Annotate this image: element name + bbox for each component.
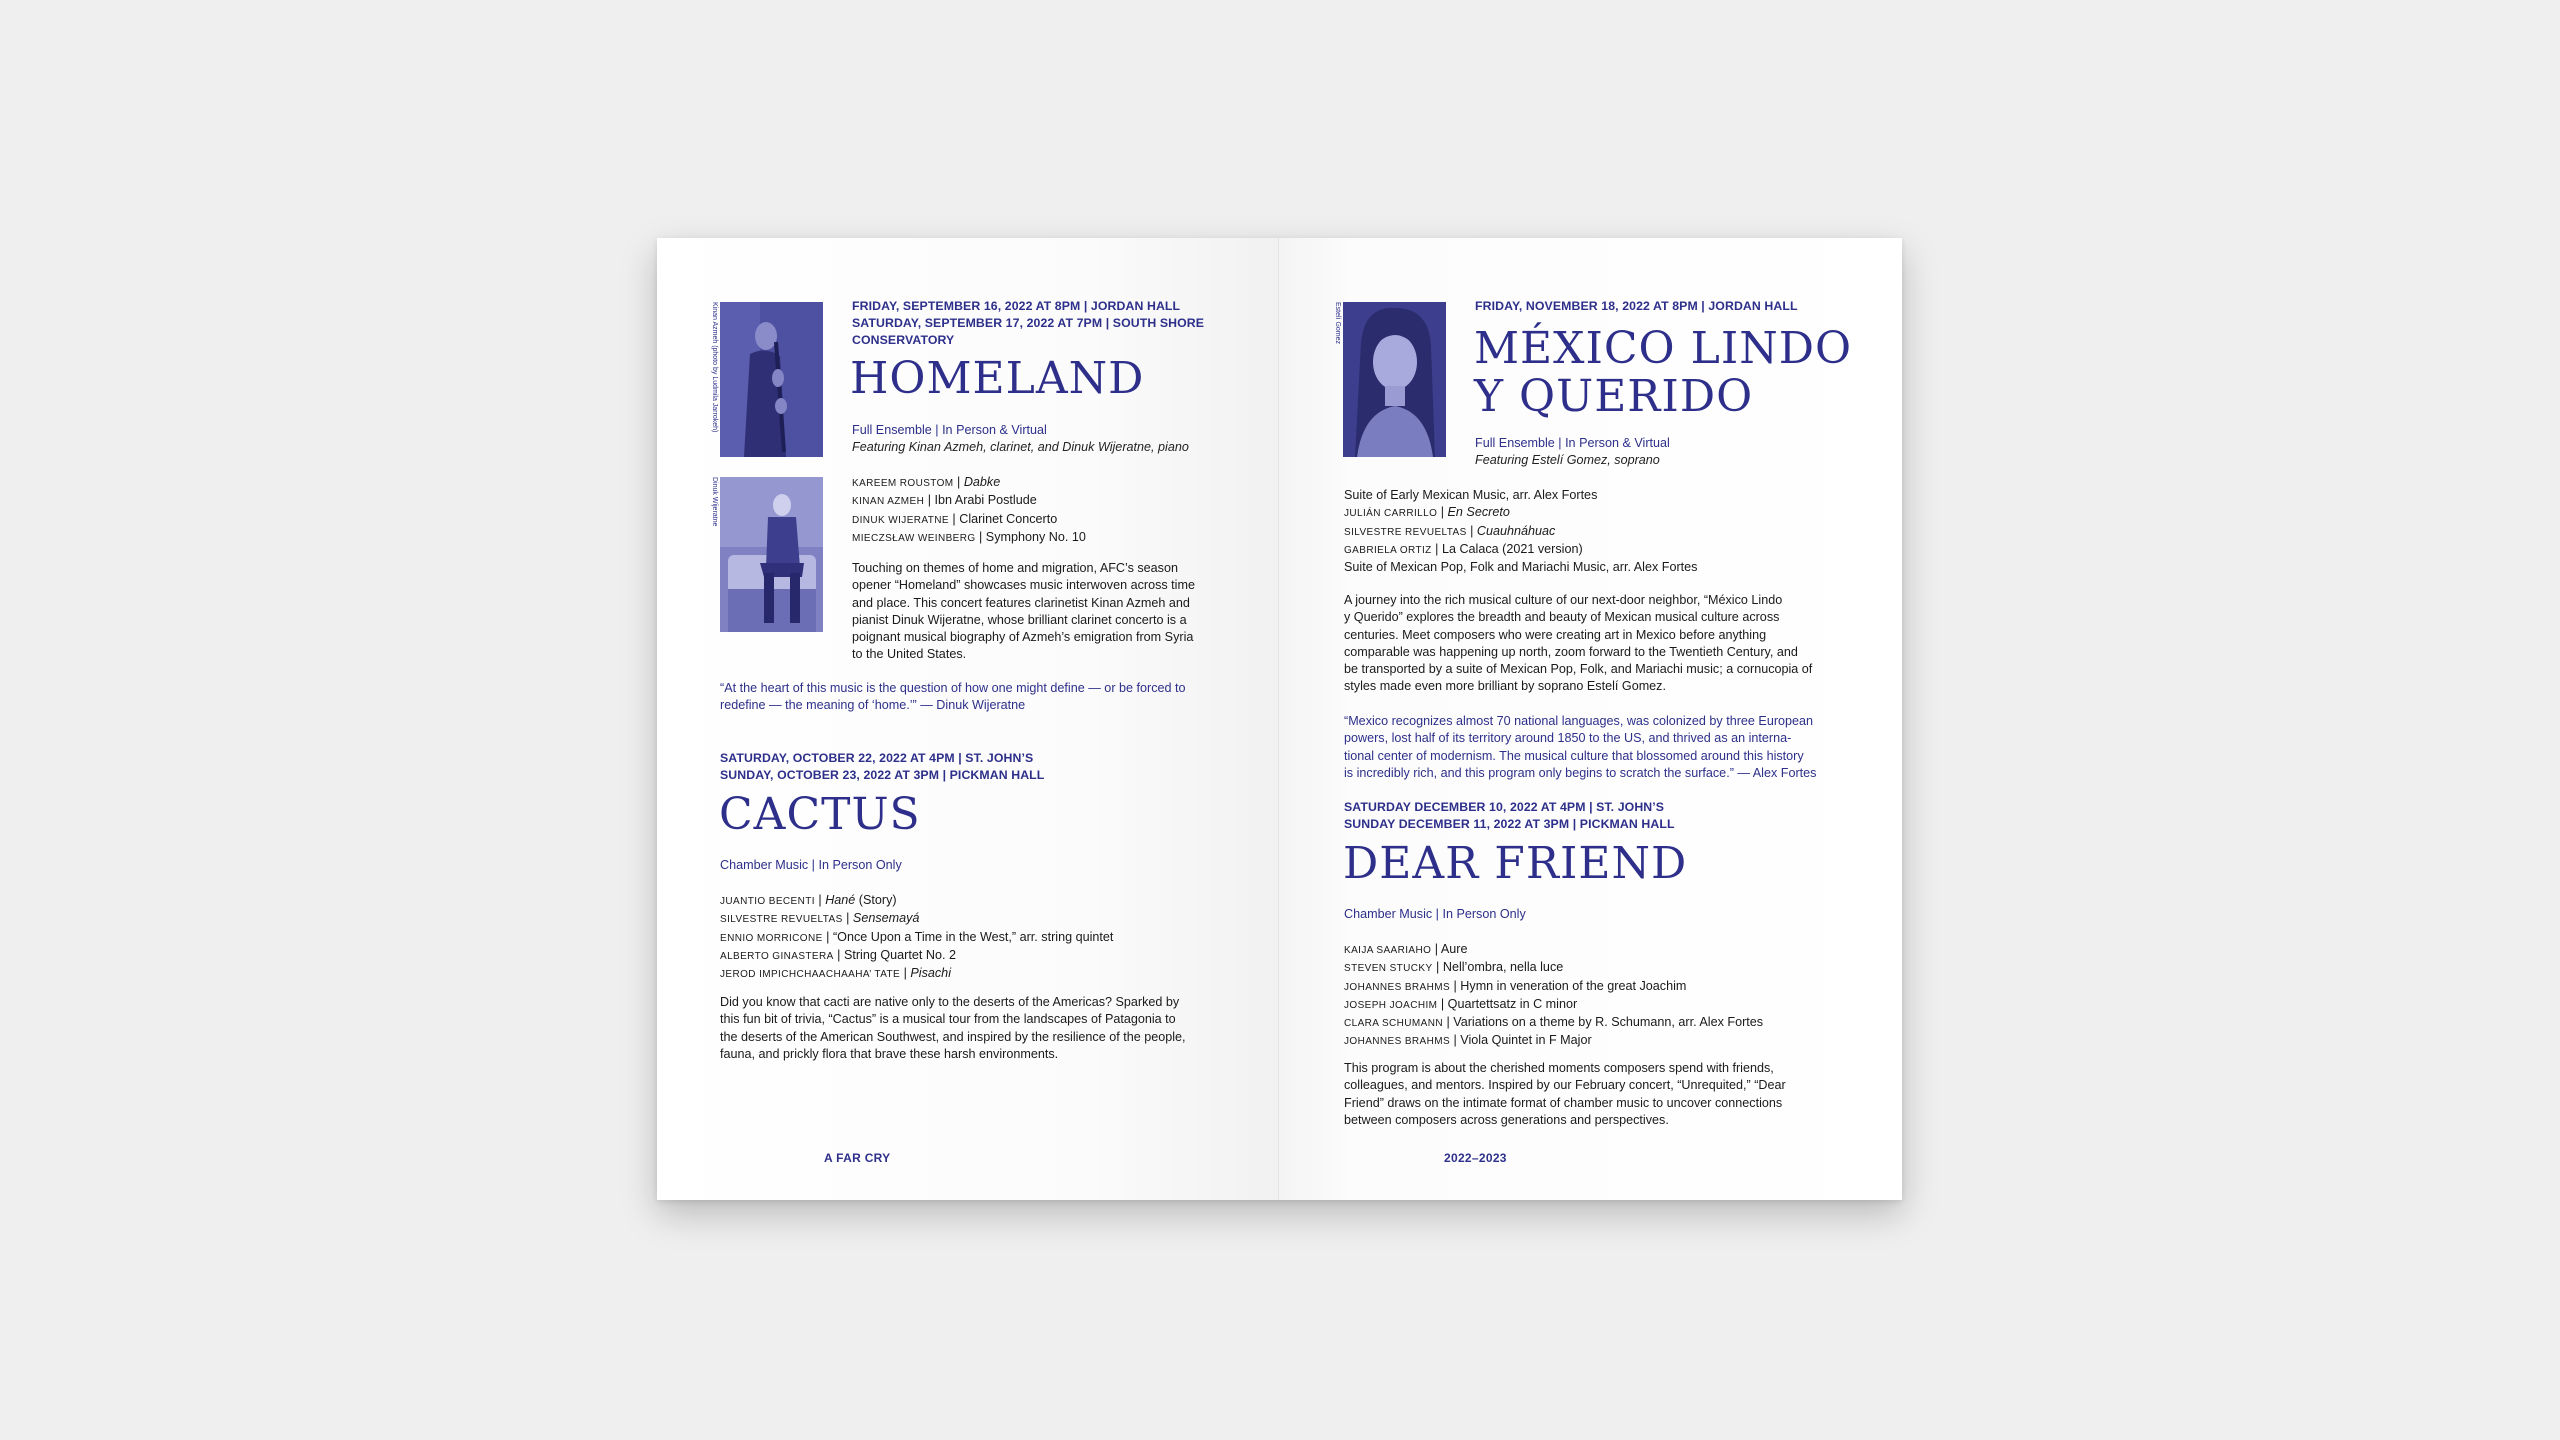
- text-line: This program is about the cherished moments composers spend with friends,: [1344, 1061, 1774, 1075]
- quote-line: powers, lost half of its territory around 1850 to the US, and thrived as an interna-: [1344, 731, 1792, 746]
- program-item: GABRIELA ORTIZ | La Calaca (2021 version): [1344, 541, 1583, 556]
- work-title: Symphony No. 10: [985, 529, 1086, 544]
- program-item: [1344, 559, 1697, 576]
- quote-line: “At the heart of this music is the question of how one might define — or be forced to: [720, 681, 1186, 695]
- mexico-description: [1344, 592, 1812, 696]
- photo-credit-dinuk: Dinuk Wijeratne: [711, 477, 718, 527]
- composer-name: KAREEM ROUSTOM: [852, 478, 954, 489]
- program-item: ENNIO MORRICONE | “Once Upon a Time in the West,” arr. string quintet: [720, 929, 1114, 944]
- mexico-ensemble: Full Ensemble | In Person & Virtual: [1475, 436, 1670, 450]
- composer-name: SILVESTRE REVUELTAS: [720, 914, 843, 926]
- text-line: pianist Dinuk Wijeratne, whose brilliant clarinet concerto is a: [852, 612, 1187, 627]
- dear-friend-date-1: SATURDAY DECEMBER 10, 2022 AT 4PM | ST. JOHN’S: [1344, 800, 1665, 814]
- work-title: Cuauhnáhuac: [1476, 523, 1556, 538]
- dear-friend-description: [1344, 1060, 1786, 1129]
- homeland-subline: [852, 422, 1189, 456]
- mexico-subline: [1475, 435, 1670, 469]
- composer-name: KINAN AZMEH: [852, 496, 925, 508]
- photo-kinan-azmeh: [720, 302, 823, 457]
- cactus-dates: [720, 750, 1044, 784]
- mexico-dates: [1475, 298, 1798, 315]
- text-line: Touching on themes of home and migration, AFC’s season: [852, 561, 1178, 575]
- cactus-ensemble: Chamber Music | In Person Only: [720, 858, 902, 872]
- cactus-date-1: SATURDAY, OCTOBER 22, 2022 AT 4PM | ST. JOHN’S: [720, 751, 1034, 765]
- program-item: KAREEM ROUSTOM | Dabke: [852, 475, 1001, 489]
- text-line: between composers across generations and perspectives.: [1344, 1112, 1669, 1127]
- brochure-spread: [657, 238, 1902, 1200]
- work-title: Clarinet Concerto: [959, 511, 1058, 526]
- photo-dinuk-wijeratne: [720, 477, 823, 632]
- work-title: Hané: [825, 893, 856, 907]
- soprano-portrait-icon: [1343, 302, 1446, 457]
- pianist-seated-icon: [720, 477, 823, 632]
- program-item: SILVESTRE REVUELTAS | Sensemayá: [720, 911, 920, 926]
- work-title: Dabke: [963, 475, 1001, 489]
- quote-line: is incredibly rich, and this program only begins to scratch the surface.” — Alex Fortes: [1344, 765, 1817, 780]
- text-line: poignant musical biography of Azmeh’s emigration from Syria: [852, 630, 1194, 645]
- homeland-featuring: Featuring Kinan Azmeh, clarinet, and Dinuk Wijeratne, piano: [852, 440, 1189, 454]
- program-item: SILVESTRE REVUELTAS | Cuauhnáhuac: [1344, 523, 1556, 538]
- work-title: La Calaca (2021 version): [1441, 541, 1583, 556]
- mexico-quote: [1344, 713, 1816, 782]
- composer-name: DINUK WIJERATNE: [852, 514, 949, 526]
- photo-credit-esteli: Estelí Gomez: [1334, 302, 1341, 345]
- mexico-title-line-2: Y QUERIDO: [1474, 371, 1754, 422]
- cactus-subline: [720, 857, 902, 874]
- mexico-title-line-1: MÉXICO LINDO: [1474, 323, 1853, 374]
- homeland-quote: [720, 680, 1186, 715]
- dear-friend-dates: [1344, 799, 1675, 833]
- program-item: JEROD IMPICHCHAACHAAHA’ TATE | Pisachi: [720, 966, 951, 981]
- dear-friend-title: DEAR FRIEND: [1343, 838, 1688, 889]
- work-title: Suite of Mexican Pop, Folk and Mariachi Music, arr. Alex Fortes: [1344, 560, 1698, 575]
- work-title: Viola Quintet in F Major: [1460, 1033, 1592, 1048]
- program-item: JOSEPH JOACHIM | Quartettsatz in C minor: [1344, 996, 1578, 1011]
- clarinetist-silhouette-icon: [720, 302, 823, 457]
- composer-name: JUANTIO BECENTI: [720, 896, 815, 907]
- program-item: KINAN AZMEH | Ibn Arabi Postlude: [852, 493, 1037, 508]
- composer-name: ALBERTO GINASTERA: [720, 950, 834, 962]
- right-footer: 2022–2023: [1444, 1151, 1507, 1165]
- composer-name: MIECZSŁAW WEINBERG: [852, 532, 976, 544]
- cactus-date-2: SUNDAY, OCTOBER 23, 2022 AT 3PM | PICKMAN HALL: [720, 768, 1045, 782]
- cactus-description: [720, 994, 1186, 1063]
- work-title: Hymn in veneration of the great Joachim: [1460, 978, 1687, 993]
- program-item: JUANTIO BECENTI | Hané (Story): [720, 893, 897, 907]
- work-title: “Once Upon a Time in the West,” arr. string quintet: [832, 929, 1114, 944]
- dear-friend-ensemble: Chamber Music | In Person Only: [1344, 907, 1526, 921]
- composer-name: JOSEPH JOACHIM: [1344, 999, 1438, 1011]
- work-title: Aure: [1440, 942, 1468, 956]
- text-line: centuries. Meet composers who were creating art in Mexico before anything: [1344, 627, 1767, 642]
- program-item: ALBERTO GINASTERA | String Quartet No. 2: [720, 947, 956, 962]
- text-line: colleagues, and mentors. Inspired by our February concert, “Unrequited,” “Dear: [1344, 1078, 1786, 1093]
- text-line: the deserts of the American Southwest, and inspired by the resilience of the people,: [720, 1029, 1186, 1044]
- work-title: Sensemayá: [852, 911, 920, 926]
- left-page: [657, 238, 1279, 1200]
- homeland-date-3: CONSERVATORY: [852, 333, 955, 347]
- composer-name: STEVEN STUCKY: [1344, 963, 1433, 975]
- quote-line: “Mexico recognizes almost 70 national languages, was colonized by three European: [1344, 714, 1814, 728]
- homeland-ensemble: Full Ensemble | In Person & Virtual: [852, 423, 1047, 437]
- photo-esteli-gomez: [1343, 302, 1446, 457]
- program-item: MIECZSŁAW WEINBERG | Symphony No. 10: [852, 529, 1086, 544]
- work-title: Ibn Arabi Postlude: [934, 493, 1037, 508]
- program-item: CLARA SCHUMANN | Variations on a theme by R. Schumann, arr. Alex Fortes: [1344, 1015, 1764, 1030]
- dear-friend-program: [1344, 941, 1763, 1051]
- mexico-date-1: FRIDAY, NOVEMBER 18, 2022 AT 8PM | JORDAN HALL: [1475, 299, 1798, 313]
- work-title: Nell’ombra, nella luce: [1442, 960, 1564, 975]
- work-title: Variations on a theme by R. Schumann, arr. Alex Fortes: [1453, 1015, 1764, 1030]
- homeland-title: HOMELAND: [850, 353, 1145, 404]
- program-item: DINUK WIJERATNE | Clarinet Concerto: [852, 511, 1058, 526]
- composer-name: ENNIO MORRICONE: [720, 932, 823, 944]
- homeland-program: [852, 474, 1086, 547]
- composer-name: SILVESTRE REVUELTAS: [1344, 526, 1467, 538]
- work-title: Quartettsatz in C minor: [1447, 996, 1578, 1011]
- mexico-title: [1474, 325, 1852, 421]
- dear-friend-date-2: SUNDAY DECEMBER 11, 2022 AT 3PM | PICKMAN HALL: [1344, 817, 1675, 831]
- composer-name: JULIÁN CARRILLO: [1344, 508, 1438, 520]
- work-title: En Secreto: [1447, 505, 1510, 520]
- dear-friend-subline: [1344, 906, 1526, 923]
- homeland-dates: [852, 298, 1204, 349]
- text-line: Did you know that cacti are native only to the deserts of the Americas? Sparked by: [720, 995, 1180, 1009]
- work-title: Suite of Early Mexican Music, arr. Alex Fortes: [1344, 488, 1598, 502]
- cactus-program: [720, 892, 1113, 983]
- left-footer: A FAR CRY: [824, 1151, 891, 1165]
- text-line: fauna, and prickly flora that brave these harsh environments.: [720, 1046, 1059, 1061]
- work-title: Pisachi: [910, 966, 951, 981]
- composer-name: CLARA SCHUMANN: [1344, 1018, 1443, 1030]
- text-line: opener “Homeland” showcases music interwoven across time: [852, 578, 1195, 593]
- composer-name: JEROD IMPICHCHAACHAAHA’ TATE: [720, 969, 901, 981]
- mexico-featuring: Featuring Estelí Gomez, soprano: [1475, 453, 1660, 467]
- text-line: comparable was happening up north, zoom forward to the Twentieth Century, and: [1344, 644, 1798, 659]
- program-item: KAIJA SAARIAHO | Aure: [1344, 942, 1468, 956]
- program-item: JOHANNES BRAHMS | Hymn in veneration of the great Joachim: [1344, 978, 1687, 993]
- program-item: STEVEN STUCKY | Nell’ombra, nella luce: [1344, 960, 1564, 975]
- composer-name: JOHANNES BRAHMS: [1344, 981, 1451, 993]
- homeland-description: [852, 560, 1195, 664]
- program-item: JOHANNES BRAHMS | Viola Quintet in F Major: [1344, 1033, 1592, 1048]
- text-line: this fun bit of trivia, “Cactus” is a musical tour from the landscapes of Patagonia to: [720, 1012, 1176, 1027]
- text-line: be transported by a suite of Mexican Pop, Folk, and Mariachi music; a cornucopia of: [1344, 662, 1813, 677]
- text-line: A journey into the rich musical culture of our next-door neighbor, “México Lindo: [1344, 593, 1783, 607]
- text-line: y Querido” explores the breadth and beauty of Mexican musical culture across: [1344, 610, 1780, 625]
- composer-name: KAIJA SAARIAHO: [1344, 945, 1432, 956]
- program-item: [1344, 487, 1697, 504]
- composer-name: GABRIELA ORTIZ: [1344, 544, 1432, 556]
- quote-line: tional center of modernism. The musical culture that blossomed around this history: [1344, 748, 1804, 763]
- text-line: and place. This concert features clarinetist Kinan Azmeh and: [852, 595, 1190, 610]
- text-line: styles made even more brilliant by soprano Estelí Gomez.: [1344, 679, 1666, 694]
- text-line: Friend” draws on the intimate format of chamber music to uncover connections: [1344, 1095, 1783, 1110]
- mexico-program: [1344, 487, 1697, 576]
- program-item: JULIÁN CARRILLO | En Secreto: [1344, 505, 1510, 520]
- right-page: [1279, 238, 1902, 1200]
- homeland-date-2: SATURDAY, SEPTEMBER 17, 2022 AT 7PM | SOUTH SHORE: [852, 316, 1205, 330]
- composer-name: JOHANNES BRAHMS: [1344, 1036, 1451, 1048]
- cactus-title: CACTUS: [719, 789, 921, 840]
- work-title: String Quartet No. 2: [843, 947, 956, 962]
- photo-credit-kinan: Kinan Azmeh (photo by Ludmila Jarrokeh): [711, 302, 718, 433]
- quote-line: redefine — the meaning of ‘home.’” — Dinuk Wijeratne: [720, 698, 1026, 713]
- homeland-date-1: FRIDAY, SEPTEMBER 16, 2022 AT 8PM | JORDAN HALL: [852, 299, 1181, 313]
- text-line: to the United States.: [852, 647, 967, 662]
- work-suffix: (Story): [855, 893, 897, 907]
